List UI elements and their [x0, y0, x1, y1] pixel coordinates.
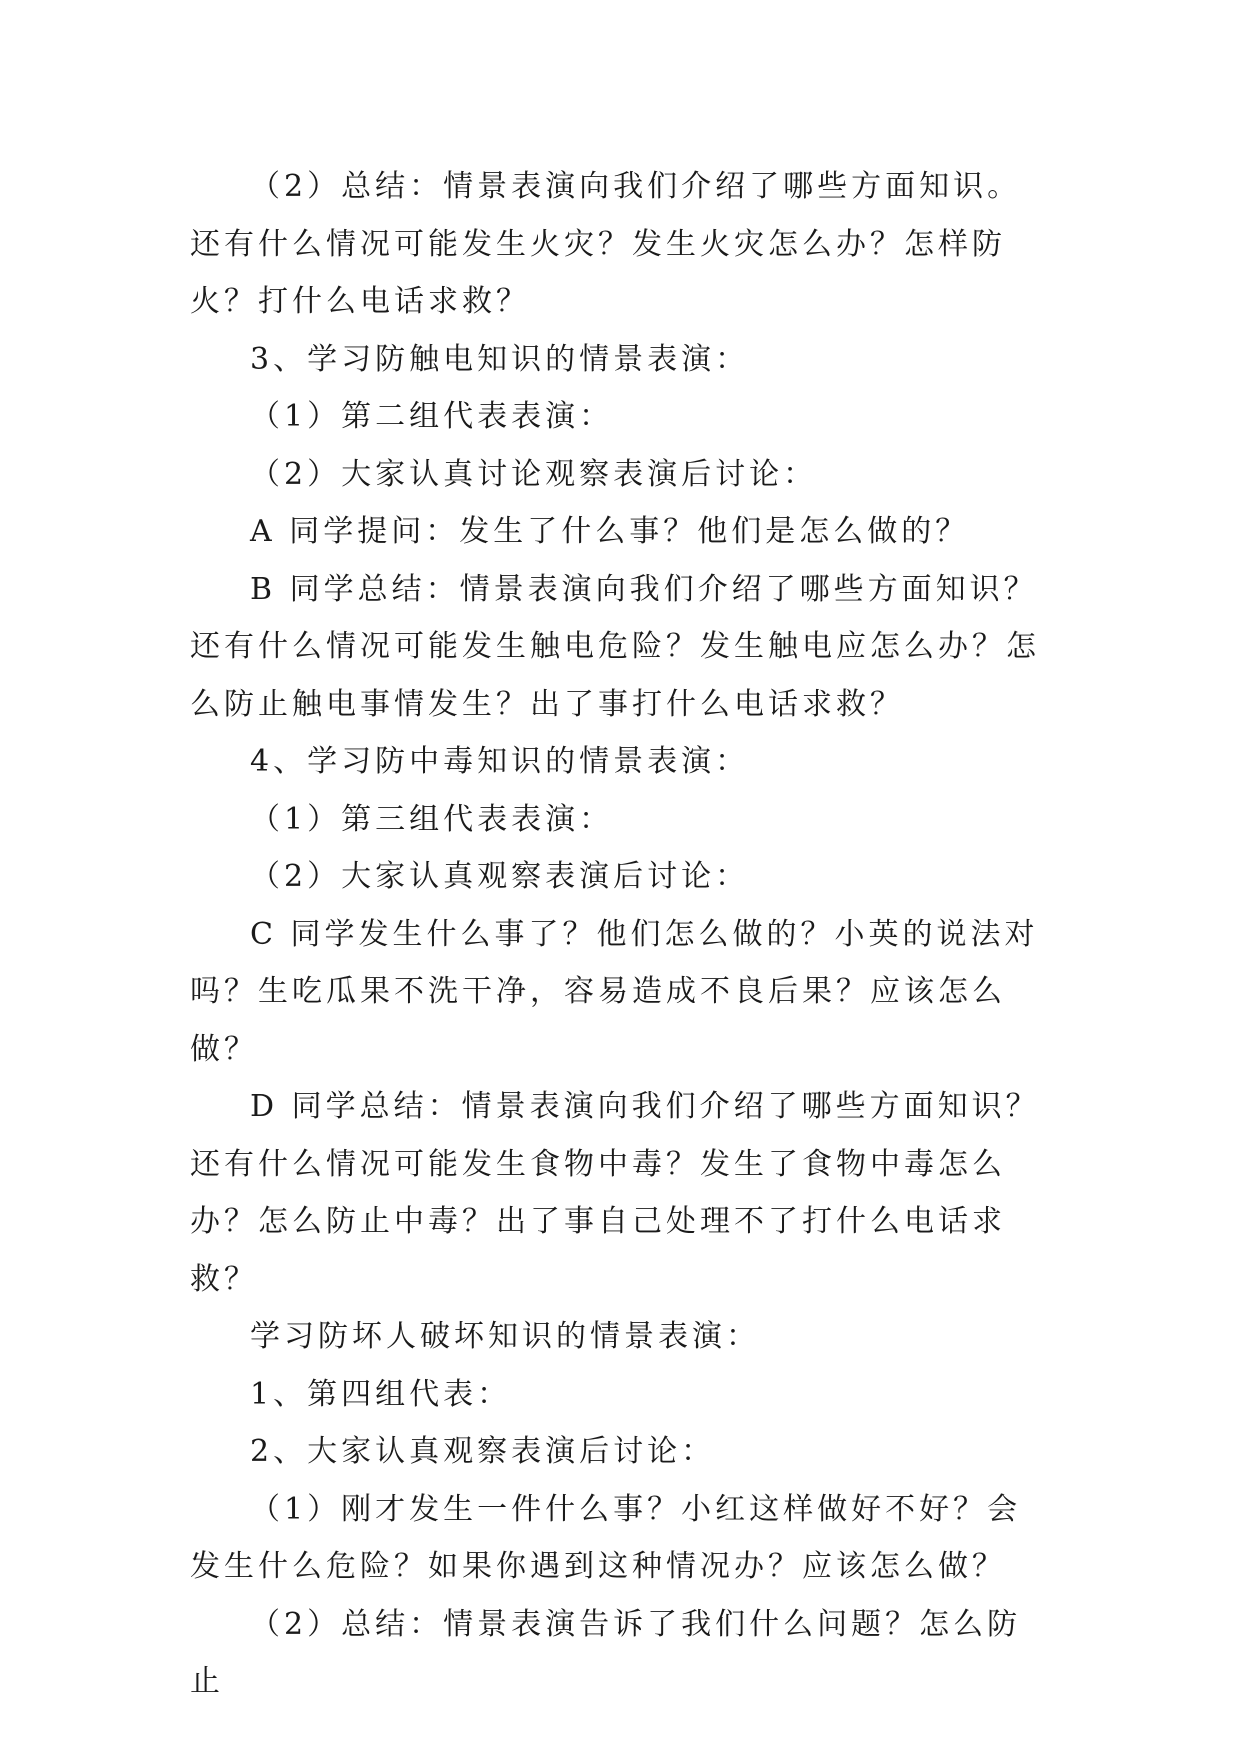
document-body: [190, 158, 1050, 1711]
paragraph-poison-group: （1）第三组代表表演：: [250, 801, 614, 837]
paragraph-student-d: D 同学总结：情景表演向我们介绍了哪些方面知识？还有什么情况可能发生食物中毒？发生了食物中毒怎么办？怎么防止中毒？出了事自己处理不了打什么电话求救？: [190, 1089, 1040, 1297]
paragraph-safety-group: 1、第四组代表：: [250, 1376, 512, 1412]
paragraph-fire-summary: （2）总结：情景表演向我们介绍了哪些方面知识。还有什么情况可能发生火灾？发生火灾怎么办？怎样防火？打什么电话求救？: [190, 169, 1022, 319]
paragraph-student-a: A 同学提问：发生了什么事？他们是怎么做的？: [250, 514, 970, 549]
paragraph-safety-summary: （2）总结：情景表演告诉了我们什么问题？怎么防止: [190, 1606, 1022, 1699]
paragraph-poison-discussion: （2）大家认真观察表演后讨论：: [250, 859, 750, 894]
paragraph-poison-heading: 4、学习防中毒知识的情景表演：: [250, 744, 750, 779]
paragraph-student-c: C 同学发生什么事了？他们怎么做的？小英的说法对吗？生吃瓜果不洗干净，容易造成不良后果？应该怎么做？: [190, 916, 1039, 1067]
paragraph-safety-discussion: 2、大家认真观察表演后讨论：: [250, 1434, 716, 1469]
paragraph-electric-group: （1）第二组代表表演：: [250, 399, 614, 434]
paragraph-safety-heading: 学习防坏人破坏知识的情景表演：: [250, 1319, 760, 1354]
paragraph-electric-heading: 3、学习防触电知识的情景表演：: [250, 341, 750, 377]
paragraph-safety-question: （1）刚才发生一件什么事？小红这样做好不好？会发生什么危险？如果你遇到这种情况办？应该怎么做？: [190, 1491, 1022, 1584]
paragraph-student-b: B 同学总结：情景表演向我们介绍了哪些方面知识？还有什么情况可能发生触电危险？发生触电应怎么办？怎么防止触电事情发生？出了事打什么电话求救？: [190, 571, 1040, 722]
paragraph-electric-discussion: （2）大家认真讨论观察表演后讨论：: [250, 456, 818, 492]
